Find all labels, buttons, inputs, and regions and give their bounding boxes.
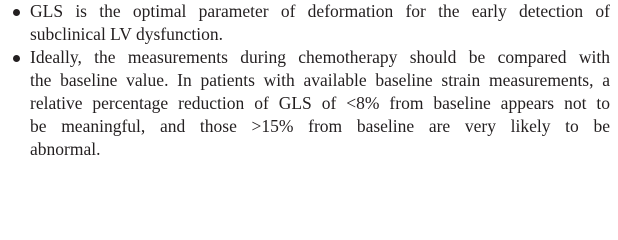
- bullet-1-line-1: GLS is the optimal parameter of deformation for the early detection of: [30, 1, 610, 21]
- bullet-dot-icon: [13, 55, 20, 62]
- bullet-1-line-2: subclinical LV dysfunction.: [30, 24, 223, 44]
- bullet-dot-icon: [13, 9, 20, 16]
- bullet-2-line-5: abnormal.: [30, 139, 101, 159]
- bullet-2-line-2: the baseline value. In patients with available baseline strain measurements, a: [30, 70, 610, 90]
- bullet-2-line-3: relative percentage reduction of GLS of <8% from baseline appears not to: [30, 93, 610, 113]
- bullet-2-line-4: be meaningful, and those >15% from baseline are very likely to be: [30, 116, 610, 136]
- bullet-2-line-1: Ideally, the measurements during chemotherapy should be compared with: [30, 47, 610, 67]
